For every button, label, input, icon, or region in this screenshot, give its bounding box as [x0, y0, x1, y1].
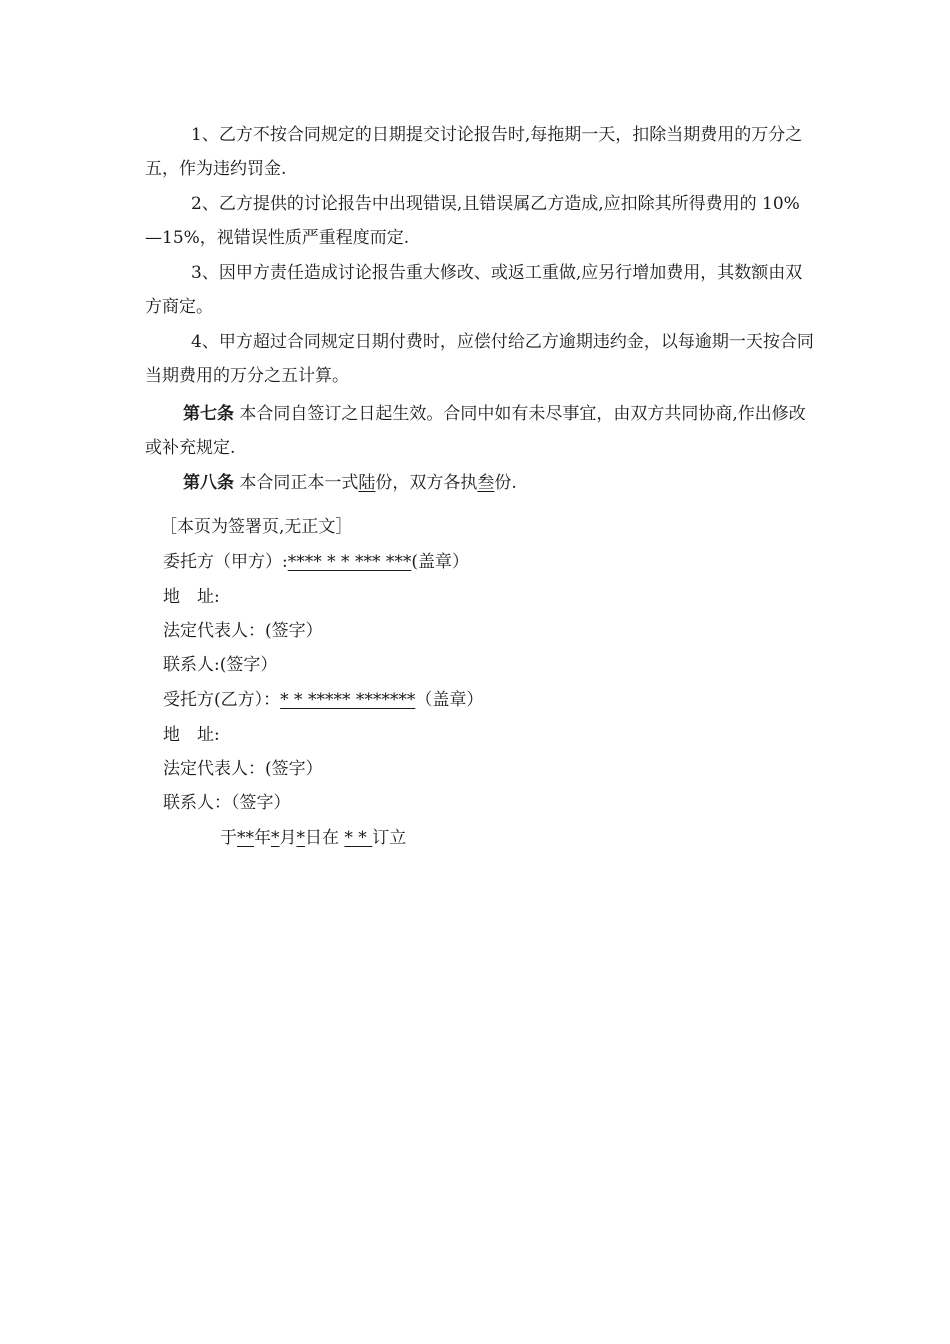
signing-place: * * [344, 828, 373, 848]
date-day: * [296, 828, 305, 848]
article-7 [145, 397, 820, 465]
contact-b: 联系人：（签字） [163, 793, 291, 813]
clause-number: 1、 [191, 125, 219, 145]
copies-each: 叁 [477, 473, 495, 493]
clause-3 [145, 256, 815, 324]
party-b-name: * * ***** ******* [280, 690, 416, 710]
clause-4 [145, 325, 815, 393]
party-a-seal: (盖章） [411, 552, 469, 572]
clause-number: 2、 [191, 194, 219, 214]
article-7-title: 第七条 [183, 404, 234, 424]
clause-text: 甲方超过合同规定日期付费时，应偿付给乙方逾期违约金，以每逾期一天按合同当期费用的万分之五计算。 [145, 332, 814, 386]
clause-number: 3、 [191, 263, 219, 283]
clause-number: 4、 [191, 332, 219, 352]
party-a-name: **** * * *** *** [287, 552, 412, 572]
article-8-text-c: 份. [494, 473, 517, 493]
clause-text: 乙方提供的讨论报告中出现错误,且错误属乙方造成,应扣除其所得费用的 10%—15%，视错误性质严重程度而定. [145, 194, 800, 248]
clause-text: 因甲方责任造成讨论报告重大修改、或返工重做,应另行增加费用，其数额由双方商定。 [145, 263, 803, 317]
date-year: ** [237, 828, 254, 848]
date-month-label: 月 [279, 828, 297, 848]
date-year-label: 年 [254, 828, 271, 848]
article-8-title: 第八条 [183, 473, 234, 493]
clause-text: 乙方不按合同规定的日期提交讨论报告时,每拖期一天，扣除当期费用的万分之五，作为违约罚金. [145, 125, 803, 179]
signing-date-line [220, 821, 406, 855]
address-b: 地 址: [163, 725, 220, 745]
clause-2 [145, 187, 815, 255]
signature-page-note: ［本页为签署页,无正文］ [160, 517, 353, 537]
article-8-text-b: 份，双方各执 [375, 473, 478, 493]
party-b-seal: （盖章） [415, 690, 484, 710]
contact-a: 联系人:(签字） [163, 655, 278, 675]
party-b-label: 受托方(乙方）： [163, 690, 281, 710]
legal-rep-b: 法定代表人：(签字） [163, 759, 323, 779]
clause-1 [145, 118, 815, 186]
legal-rep-a: 法定代表人：(签字） [163, 621, 323, 641]
article-7-text: 本合同自签订之日起生效。合同中如有未尽事宜，由双方共同协商,作出修改或补充规定. [145, 404, 806, 458]
party-a-label: 委托方（甲方）: [163, 552, 288, 572]
article-8 [145, 466, 517, 500]
date-month: * [271, 828, 280, 848]
copies-total: 陆 [358, 473, 376, 493]
address-a: 地 址: [163, 587, 220, 607]
date-day-label: 日在 [305, 828, 339, 848]
party-b-line [163, 683, 483, 717]
article-8-text-a: 本合同正本一式 [234, 473, 359, 493]
date-prefix: 于 [220, 828, 237, 848]
party-a-line [163, 545, 469, 579]
date-suffix: 订立 [372, 828, 407, 848]
